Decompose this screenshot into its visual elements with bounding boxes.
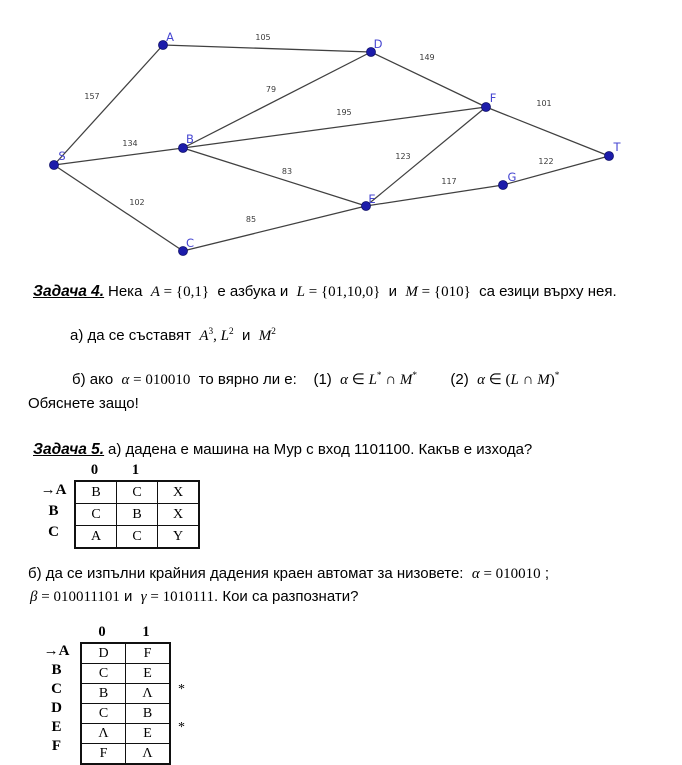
state-label-E: E — [51, 719, 62, 735]
transition-cell: B — [75, 481, 117, 504]
moore-machine-block — [33, 462, 200, 549]
transition-cell: A — [75, 526, 117, 549]
graph-node-label-E: E — [368, 192, 376, 206]
task5-item-b-line1: б) да се изпълни крайния дадения краен автомат за низовете: α = 010010 ; — [28, 565, 549, 582]
output-cell: X — [158, 481, 200, 504]
graph-edge-B-E — [183, 148, 366, 206]
graph-edge-S-B — [54, 148, 183, 165]
graph-node-label-G: G — [507, 170, 517, 184]
graph-diagram — [0, 0, 682, 266]
graph-edge-B-F — [183, 107, 486, 148]
state-label-A: → A — [40, 482, 67, 498]
task4-heading: Задача 4. — [33, 283, 105, 300]
edge-weight-label-S-B: 134 — [122, 139, 138, 148]
edge-weight-label-C-E: 85 — [245, 215, 257, 224]
graph-node-T — [605, 152, 614, 161]
table-row — [81, 684, 170, 704]
graph-node-label-F: F — [489, 91, 497, 105]
transition-cell: C — [81, 664, 126, 684]
edge-weight-label-S-A: 157 — [84, 92, 100, 101]
final-state-markers — [178, 624, 185, 756]
table-row — [81, 664, 170, 684]
graph-node-label-A: A — [166, 30, 174, 44]
edge-weight-label-D-F: 149 — [419, 53, 435, 62]
graph-node-label-T: T — [613, 140, 621, 154]
edge-weight-label-B-D: 79 — [265, 85, 277, 94]
graph-edge-G-T — [503, 156, 609, 185]
header-input-1: 1 — [131, 462, 140, 478]
edge-weight-label-B-E: 83 — [281, 167, 293, 176]
task5-item-a-text: а) дадена е машина на Мур с вход 1101100. Какъв е изхода? — [108, 441, 533, 458]
graph-node-label-S: S — [58, 149, 66, 163]
graph-node-G — [499, 181, 508, 190]
graph-node-label-D: D — [373, 37, 383, 51]
initial-state-arrow: → — [43, 643, 59, 659]
edge-weight-label-G-T: 122 — [538, 157, 554, 166]
final-state-marker: * — [178, 682, 185, 697]
task4-intro-line — [33, 282, 668, 302]
automaton-state-labels — [33, 624, 80, 756]
state-label-C: C — [48, 524, 59, 540]
transition-cell: B — [126, 704, 171, 724]
transition-cell: F — [126, 643, 171, 664]
edge-weight-label-E-G: 117 — [441, 177, 457, 186]
transition-cell: Λ — [126, 684, 171, 704]
header-input-0: 0 — [90, 462, 99, 478]
transition-cell: C — [75, 504, 117, 526]
graph-edge-A-D — [163, 45, 371, 52]
state-label-B: B — [51, 662, 62, 678]
edge-weight-label-B-F: 195 — [336, 108, 352, 117]
table-row — [75, 504, 199, 526]
graph-edge-E-G — [366, 185, 503, 206]
transition-cell: Λ — [126, 744, 171, 765]
edge-weight-label-E-F: 123 — [395, 152, 411, 161]
task5-item-b-line2: β = 010011101 и γ = 1010111. Кои са разпознати? — [30, 588, 359, 605]
moore-column-headers — [74, 462, 200, 480]
automaton-transition-table — [80, 642, 171, 765]
graph-node-label-C: C — [185, 236, 195, 250]
state-label-C: C — [51, 681, 62, 697]
header-input-1: 1 — [142, 624, 150, 640]
header-input-0: 0 — [98, 624, 106, 640]
transition-cell: B — [117, 504, 158, 526]
task4-item-a: а) да се съставят $A^3$, $L^2$ и $M^2$ — [70, 327, 276, 344]
table-row — [81, 704, 170, 724]
graph-edge-S-C — [54, 165, 183, 251]
initial-state-arrow: → — [40, 482, 56, 498]
transition-cell: D — [81, 643, 126, 664]
moore-state-labels — [33, 462, 74, 543]
edge-weight-label-S-C: 102 — [129, 198, 145, 207]
task5-heading: Задача 5. — [33, 441, 105, 458]
graph-edge-E-F — [366, 107, 486, 206]
graph-edge-B-D — [183, 52, 371, 148]
final-state-marker: * — [178, 720, 185, 735]
state-label-D: D — [51, 700, 62, 716]
header-output — [156, 462, 197, 480]
state-label-F: F — [51, 738, 62, 754]
output-cell: Y — [158, 526, 200, 549]
task4-intro-text: Нека A = {0,1} е азбука и L = {01,10,0} и M = {010} са езици върху нея. — [108, 283, 617, 300]
task4-note: Обяснете защо! — [28, 395, 139, 412]
graph-node-S — [50, 161, 59, 170]
task5-intro-line — [33, 440, 668, 459]
table-row — [81, 724, 170, 744]
transition-cell: C — [117, 526, 158, 549]
task4-item-b: б) ако α = 010010 то вярно ли е: (1) α ∈ L* ∩ M* (2) α ∈ (L ∩ M)* — [72, 371, 560, 388]
transition-cell: E — [126, 724, 171, 744]
graph-edge-F-T — [486, 107, 609, 156]
transition-cell: Λ — [81, 724, 126, 744]
table-row — [75, 526, 199, 549]
table-row — [75, 481, 199, 504]
graph-node-label-B: B — [186, 132, 194, 146]
graph-edge-C-E — [183, 206, 366, 251]
transition-cell: C — [117, 481, 158, 504]
transition-cell: F — [81, 744, 126, 765]
state-label-A: → A — [43, 643, 70, 659]
transition-cell: B — [81, 684, 126, 704]
output-cell: X — [158, 504, 200, 526]
edge-weight-label-F-T: 101 — [536, 99, 552, 108]
graph-edge-S-A — [54, 45, 163, 165]
state-label-B: B — [48, 503, 59, 519]
transition-cell: C — [81, 704, 126, 724]
transition-cell: E — [126, 664, 171, 684]
moore-transition-table — [74, 480, 200, 549]
automaton-column-headers — [80, 624, 171, 642]
table-row — [81, 643, 170, 664]
edge-weight-label-A-D: 105 — [255, 33, 271, 42]
automaton-block — [33, 624, 185, 765]
